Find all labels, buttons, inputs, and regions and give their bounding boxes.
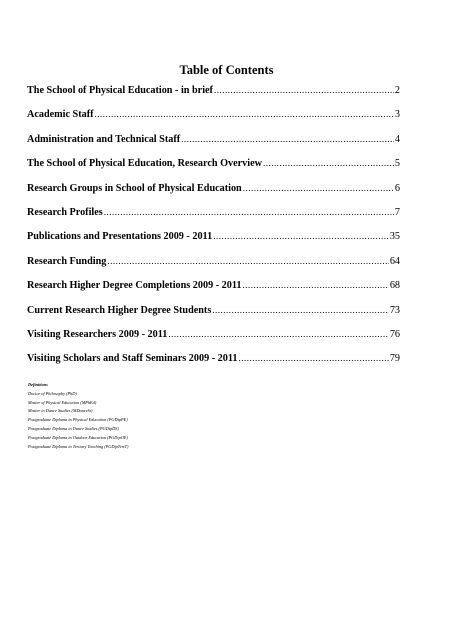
definition-item: Postgraduate Diploma in Outdoor Education (PGDipOE) bbox=[28, 434, 128, 440]
toc-entry[interactable] bbox=[27, 304, 400, 328]
toc-entry-label: Research Higher Degree Completions 2009 - 2011 bbox=[27, 280, 242, 292]
toc-entry-label: Research Funding bbox=[27, 255, 107, 267]
toc-entry-label: Academic Staff bbox=[27, 109, 94, 121]
dot-leader bbox=[242, 279, 388, 291]
toc-entry[interactable] bbox=[27, 157, 400, 181]
toc-entry[interactable] bbox=[27, 279, 400, 303]
toc-entry-label: Research Profiles bbox=[27, 206, 103, 218]
definitions-block bbox=[28, 381, 328, 451]
toc-entry-label: Current Research Higher Degree Students bbox=[27, 304, 212, 316]
dot-leader bbox=[238, 352, 388, 364]
toc-entry-page: 4 bbox=[394, 133, 400, 145]
toc-entry-label: Visiting Researchers 2009 - 2011 bbox=[27, 328, 168, 340]
definition-item: Postgraduate Diploma in Tertiary Teaching (PGDipTertT) bbox=[28, 443, 129, 449]
toc-entry-page: 68 bbox=[389, 280, 400, 292]
dot-leader bbox=[243, 182, 394, 194]
definitions-heading: Definitions bbox=[28, 382, 48, 387]
dot-leader bbox=[181, 133, 394, 145]
toc-entry-label: Visiting Scholars and Staff Seminars 2009 - 2011 bbox=[27, 353, 238, 365]
definition-item: Postgraduate Diploma in Physical Education (PGDipPE) bbox=[28, 417, 128, 423]
dot-leader bbox=[263, 157, 394, 169]
toc-entry-page: 64 bbox=[389, 255, 400, 267]
toc-entry[interactable] bbox=[27, 182, 400, 206]
toc-entry-page: 79 bbox=[389, 353, 400, 365]
toc-entry-page: 76 bbox=[389, 328, 400, 340]
toc-entry-page: 3 bbox=[394, 109, 400, 121]
dot-leader bbox=[107, 255, 388, 267]
toc-list bbox=[27, 84, 400, 377]
toc-entry[interactable] bbox=[27, 133, 400, 157]
toc-entry-label: Publications and Presentations 2009 - 2011 bbox=[27, 231, 213, 243]
toc-entry-page: 2 bbox=[394, 85, 400, 96]
dot-leader bbox=[94, 108, 393, 120]
toc-entry[interactable] bbox=[27, 328, 400, 352]
toc-entry-page: 6 bbox=[394, 182, 400, 194]
toc-entry[interactable] bbox=[27, 84, 400, 108]
toc-entry-page: 7 bbox=[394, 206, 400, 218]
toc-entry[interactable] bbox=[27, 255, 400, 279]
toc-entry-page: 35 bbox=[389, 231, 400, 243]
dot-leader bbox=[104, 206, 394, 218]
toc-entry[interactable] bbox=[27, 352, 400, 376]
definition-item: Postgraduate Diploma in Dance Studies (PGDipDS) bbox=[28, 425, 119, 431]
toc-entry-label: The School of Physical Education - in brief bbox=[27, 85, 213, 96]
toc-entry[interactable] bbox=[27, 108, 400, 132]
definition-item: Master of Physical Education (MPhEd) bbox=[28, 399, 97, 405]
toc-entry[interactable] bbox=[27, 206, 400, 230]
dot-leader bbox=[214, 84, 394, 96]
toc-entry-page: 73 bbox=[389, 304, 400, 316]
toc-entry-label: The School of Physical Education, Research Overview bbox=[27, 158, 262, 170]
toc-entry-page: 5 bbox=[394, 158, 400, 170]
dot-leader bbox=[212, 304, 389, 316]
toc-entry-label: Administration and Technical Staff bbox=[27, 133, 181, 145]
dot-leader bbox=[213, 230, 389, 242]
page-title: Table of Contents bbox=[179, 63, 274, 77]
toc-entry[interactable] bbox=[27, 230, 400, 254]
dot-leader bbox=[168, 328, 388, 340]
definition-item: Doctor of Philosophy (PhD) bbox=[28, 390, 77, 396]
definition-item: Master in Dance Studies (MDanceSt) bbox=[28, 408, 93, 414]
toc-entry-label: Research Groups in School of Physical Education bbox=[27, 182, 242, 194]
